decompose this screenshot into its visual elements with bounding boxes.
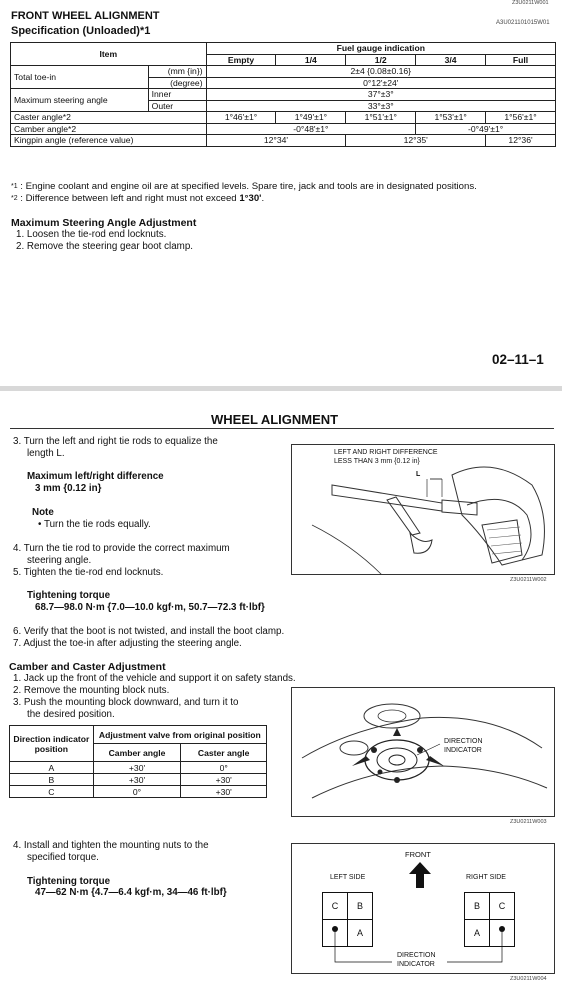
- tie-rod-figure: [291, 444, 555, 575]
- fig2-label-indicator: INDICATOR: [444, 747, 482, 754]
- fig3-label-left-side: LEFT SIDE: [330, 874, 366, 881]
- camber-value-1: -0°48'±1°: [206, 123, 416, 135]
- left-cell-a: A: [347, 919, 373, 947]
- steer-inner: Inner: [148, 89, 206, 101]
- tie-rod-illustration: [292, 445, 555, 575]
- spec-table: [10, 42, 556, 147]
- steer-outer-value: 33°±3°: [206, 100, 555, 112]
- torque-label-1: Tightening torque: [27, 590, 111, 601]
- camber-step-4-cont: specified torque.: [27, 852, 99, 863]
- row-toe-label: Total toe-in: [11, 66, 149, 89]
- fig2-label-direction: DIRECTION: [444, 738, 483, 745]
- dir-header-position: Direction indicator position: [10, 726, 94, 762]
- step-4: 4. Turn the tie rod to provide the correct maximum: [13, 543, 230, 554]
- note-bullet: • Turn the tie rods equally.: [38, 519, 151, 530]
- fig1-label-l: L: [416, 471, 421, 478]
- table-row: [10, 786, 267, 798]
- step-3-cont: length L.: [27, 448, 65, 459]
- row-steer-label: Maximum steering angle: [11, 89, 149, 112]
- page-number: 02–11–1: [492, 352, 544, 367]
- row-kingpin-label: Kingpin angle (reference value): [11, 135, 207, 147]
- toe-unit-degree: (degree): [148, 77, 206, 89]
- col-half: 1/2: [346, 54, 416, 66]
- manual-page-2: [0, 391, 562, 1000]
- caster-full: 1°56'±1°: [486, 112, 556, 124]
- dir-cell: +30': [181, 786, 267, 798]
- left-cell-c: C: [322, 892, 348, 920]
- row-caster-label: Caster angle*2: [11, 112, 207, 124]
- direction-indicator-figure: [291, 843, 555, 974]
- fig1-id: Z3U0211W002: [510, 577, 547, 583]
- kingpin-value-1: 12°34': [206, 135, 346, 147]
- torque-value-2: 47—62 N·m {4.7—6.4 kgf·m, 34—46 ft·lbf}: [35, 887, 227, 898]
- torque-value-1: 68.7—98.0 N·m {7.0—10.0 kgf·m, 50.7—72.3 ft·lbf}: [35, 602, 265, 613]
- footnote-2-limit: 1°30': [239, 193, 262, 204]
- step-4-cont: steering angle.: [27, 555, 92, 566]
- step-3: 3. Turn the left and right tie rods to equalize the: [13, 436, 218, 447]
- fig3-label-direction: DIRECTION: [397, 952, 436, 959]
- footnote-1: [11, 181, 556, 193]
- toe-value-mm: 2±4 {0.08±0.16}: [206, 66, 555, 78]
- step-7: 7. Adjust the toe-in after adjusting the steering angle.: [13, 638, 242, 649]
- col-three-quarter: 3/4: [416, 54, 486, 66]
- manual-page-1: [0, 0, 562, 386]
- doc-code: A3U021101015W01: [496, 20, 550, 26]
- torque-label-2: Tightening torque: [27, 876, 111, 887]
- section-camber-caster: Camber and Caster Adjustment: [9, 661, 166, 673]
- dir-cell: +30': [181, 774, 267, 786]
- caster-empty: 1°46'±1°: [206, 112, 276, 124]
- right-cell-a: A: [464, 919, 490, 947]
- camber-step-3-cont: the desired position.: [27, 709, 115, 720]
- steer-inner-value: 37°±3°: [206, 89, 555, 101]
- fig1-label-difference: LEFT AND RIGHT DIFFERENCE: [334, 449, 438, 456]
- camber-step-2: 2. Remove the mounting block nuts.: [13, 685, 170, 696]
- kingpin-value-2: 12°35': [346, 135, 486, 147]
- dir-cell: C: [10, 786, 94, 798]
- dir-cell: +30': [93, 774, 181, 786]
- dir-header-adjustment: Adjustment valve from original position: [93, 726, 266, 744]
- header-fuel-gauge: Fuel gauge indication: [206, 43, 555, 55]
- fig3-label-indicator: INDICATOR: [397, 961, 435, 968]
- kingpin-value-3: 12°36': [486, 135, 556, 147]
- camber-step-4: 4. Install and tighten the mounting nuts to the: [13, 840, 209, 851]
- top-figure-code: Z3U0211W001: [512, 0, 549, 6]
- camber-value-2: -0°49'±1°: [416, 123, 556, 135]
- footnote-1-mark: *1: [11, 183, 18, 190]
- step-remove-clamp: 2. Remove the steering gear boot clamp.: [16, 241, 193, 252]
- page-title: FRONT WHEEL ALIGNMENT: [11, 10, 160, 22]
- mounting-block-illustration: [292, 688, 555, 817]
- title-rule: [10, 428, 554, 429]
- right-cell-b: B: [464, 892, 490, 920]
- step-5: 5. Tighten the tie-rod end locknuts.: [13, 567, 164, 578]
- fig3-label-front: FRONT: [405, 850, 431, 859]
- max-diff-value: 3 mm {0.12 in}: [35, 483, 102, 494]
- step-loosen: 1. Loosen the tie-rod end locknuts.: [16, 229, 167, 240]
- mounting-block-figure: [291, 687, 555, 817]
- fig1-label-limit: LESS THAN 3 mm {0.12 in}: [334, 458, 420, 465]
- col-full: Full: [486, 54, 556, 66]
- note-bullet-text: Turn the tie rods equally.: [43, 519, 151, 530]
- dir-cell: +30': [93, 762, 181, 774]
- camber-step-3: 3. Push the mounting block downward, and turn it to: [13, 697, 239, 708]
- fig2-id: Z3U0211W003: [510, 819, 547, 825]
- max-diff-label: Maximum left/right difference: [27, 471, 164, 482]
- page2-title: WHEEL ALIGNMENT: [211, 412, 339, 427]
- caster-quarter: 1°49'±1°: [276, 112, 346, 124]
- table-row: [10, 774, 267, 786]
- steer-outer: Outer: [148, 100, 206, 112]
- left-cell-b: B: [347, 892, 373, 920]
- footnote-2-end: .: [261, 193, 265, 204]
- caster-half: 1°51'±1°: [346, 112, 416, 124]
- row-camber-label: Camber angle*2: [11, 123, 207, 135]
- dir-cell: 0°: [181, 762, 267, 774]
- dir-header-camber: Camber angle: [93, 744, 181, 762]
- caster-three-quarter: 1°53'±1°: [416, 112, 486, 124]
- footnote-2: [11, 193, 556, 205]
- dir-cell: 0°: [93, 786, 181, 798]
- table-row: [10, 762, 267, 774]
- note-label: Note: [32, 507, 54, 518]
- col-quarter: 1/4: [276, 54, 346, 66]
- footnote-2-text: : Difference between left and right must not exceed: [20, 193, 240, 204]
- footnote-2-mark: *2: [11, 195, 18, 202]
- col-empty: Empty: [206, 54, 276, 66]
- dir-header-caster: Caster angle: [181, 744, 267, 762]
- toe-value-degree: 0°12'±24': [206, 77, 555, 89]
- direction-table: [9, 725, 267, 798]
- dir-cell: A: [10, 762, 94, 774]
- fig3-id: Z3U0211W004: [510, 976, 547, 982]
- dir-cell: B: [10, 774, 94, 786]
- camber-step-1: 1. Jack up the front of the vehicle and support it on safety stands.: [13, 673, 296, 684]
- footnote-1-text: : Engine coolant and engine oil are at specified levels. Spare tire, jack and tools are in designated positions.: [20, 181, 477, 192]
- header-item: Item: [11, 43, 207, 66]
- right-cell-c: C: [489, 892, 515, 920]
- toe-unit-mm: (mm {in}): [148, 66, 206, 78]
- section-steering-adjustment: Maximum Steering Angle Adjustment: [11, 217, 197, 229]
- spec-subtitle: Specification (Unloaded)*1: [11, 25, 151, 37]
- fig3-label-right-side: RIGHT SIDE: [466, 874, 506, 881]
- step-6: 6. Verify that the boot is not twisted, and install the boot clamp.: [13, 626, 285, 637]
